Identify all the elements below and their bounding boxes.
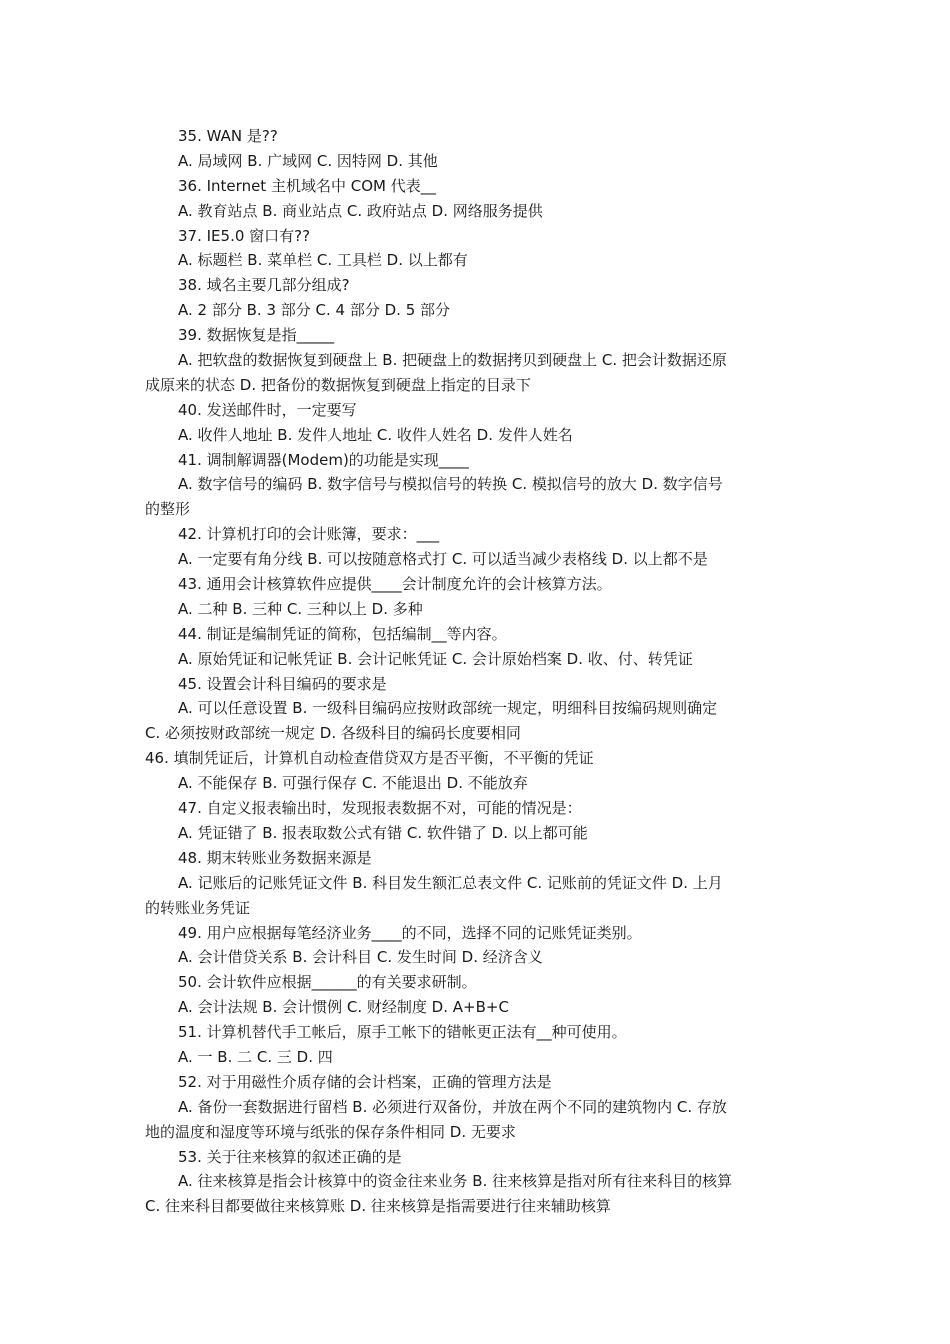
text-line: A. 数字信号的编码 B. 数字信号与模拟信号的转换 C. 模拟信号的放大 D. 数字信号 <box>178 475 723 494</box>
text-line: A. 会计借贷关系 B. 会计科目 C. 发生时间 D. 经济含义 <box>178 948 543 967</box>
text-line: A. 往来核算是指会计核算中的资金往来业务 B. 往来核算是指对所有往来科目的核算 <box>178 1172 733 1191</box>
text-line: 46. 填制凭证后，计算机自动检查借贷双方是否平衡，不平衡的凭证 <box>145 749 594 768</box>
text-line: 的转账业务凭证 <box>145 898 251 917</box>
text-line: 37. IE5.0 窗口有?? <box>178 226 311 245</box>
text-line: A. 教育站点 B. 商业站点 C. 政府站点 D. 网络服务提供 <box>178 201 543 220</box>
text-line: 51. 计算机替代手工帐后，原手工帐下的错帐更正法有__种可使用。 <box>178 1023 627 1042</box>
text-line: 53. 关于往来核算的叙述正确的是 <box>178 1147 402 1166</box>
text-line: 41. 调制解调器(Modem)的功能是实现____ <box>178 450 469 469</box>
text-line: 42. 计算机打印的会计账簿，要求：___ <box>178 525 440 544</box>
text-line: 40. 发送邮件时，一定要写 <box>178 400 357 419</box>
text-line: A. 把软盘的数据恢复到硬盘上 B. 把硬盘上的数据拷贝到硬盘上 C. 把会计数据还原 <box>178 351 727 370</box>
text-line: A. 凭证错了 B. 报表取数公式有错 C. 软件错了 D. 以上都可能 <box>178 823 588 842</box>
text-line: A. 原始凭证和记帐凭证 B. 会计记帐凭证 C. 会计原始档案 D. 收、付、转凭证 <box>178 649 693 668</box>
text-line: 地的温度和湿度等环境与纸张的保存条件相同 D. 无要求 <box>145 1122 516 1141</box>
text-line: A. 一 B. 二 C. 三 D. 四 <box>178 1047 333 1066</box>
text-line: 35. WAN 是?? <box>178 127 278 145</box>
text-line: 成原来的状态 D. 把备份的数据恢复到硬盘上指定的目录下 <box>145 375 531 394</box>
text-line: 38. 域名主要几部分组成? <box>178 276 350 295</box>
text-line: 48. 期末转账业务数据来源是 <box>178 848 372 867</box>
text-line: A. 收件人地址 B. 发件人地址 C. 收件人姓名 D. 发件人姓名 <box>178 425 573 444</box>
text-line: A. 备份一套数据进行留档 B. 必须进行双备份，并放在两个不同的建筑物内 C. 存放 <box>178 1097 727 1116</box>
text-line: A. 2 部分 B. 3 部分 C. 4 部分 D. 5 部分 <box>178 301 451 320</box>
text-line: 36. Internet 主机域名中 COM 代表__ <box>178 176 436 195</box>
text-line: 52. 对于用磁性介质存储的会计档案，正确的管理方法是 <box>178 1072 552 1091</box>
text-line: 50. 会计软件应根据______的有关要求研制。 <box>178 973 477 992</box>
text-line: A. 记账后的记账凭证文件 B. 科目发生额汇总表文件 C. 记账前的凭证文件 D. 上月 <box>178 873 723 892</box>
text-line: A. 标题栏 B. 菜单栏 C. 工具栏 D. 以上都有 <box>178 251 468 270</box>
text-line: A. 二种 B. 三种 C. 三种以上 D. 多种 <box>178 599 423 618</box>
text-line: C. 往来科目都要做往来核算账 D. 往来核算是指需要进行往来辅助核算 <box>145 1197 611 1216</box>
text-line: 39. 数据恢复是指_____ <box>178 326 335 345</box>
text-line: A. 可以任意设置 B. 一级科目编码应按财政部统一规定，明细科目按编码规则确定 <box>178 699 718 718</box>
text-line: 47. 自定义报表输出时，发现报表数据不对，可能的情况是： <box>178 799 582 818</box>
document-body <box>145 124 805 1219</box>
text-line: A. 局域网 B. 广域网 C. 因特网 D. 其他 <box>178 151 438 170</box>
text-line: 45. 设置会计科目编码的要求是 <box>178 674 387 693</box>
text-line: A. 一定要有角分线 B. 可以按随意格式打 C. 可以适当减少表格线 D. 以上都不是 <box>178 550 708 569</box>
text-line: A. 不能保存 B. 可强行保存 C. 不能退出 D. 不能放弃 <box>178 774 528 793</box>
text-line: 43. 通用会计核算软件应提供____会计制度允许的会计核算方法。 <box>178 575 612 594</box>
text-line: 的整形 <box>145 500 191 519</box>
text-line: A. 会计法规 B. 会计惯例 C. 财经制度 D. A+B+C <box>178 998 509 1017</box>
text-line: C. 必须按财政部统一规定 D. 各级科目的编码长度要相同 <box>145 724 521 743</box>
text-line: 44. 制证是编制凭证的简称，包括编制__等内容。 <box>178 624 507 643</box>
text-line: 49. 用户应根据每笔经济业务____的不同，选择不同的记账凭证类别。 <box>178 923 642 942</box>
